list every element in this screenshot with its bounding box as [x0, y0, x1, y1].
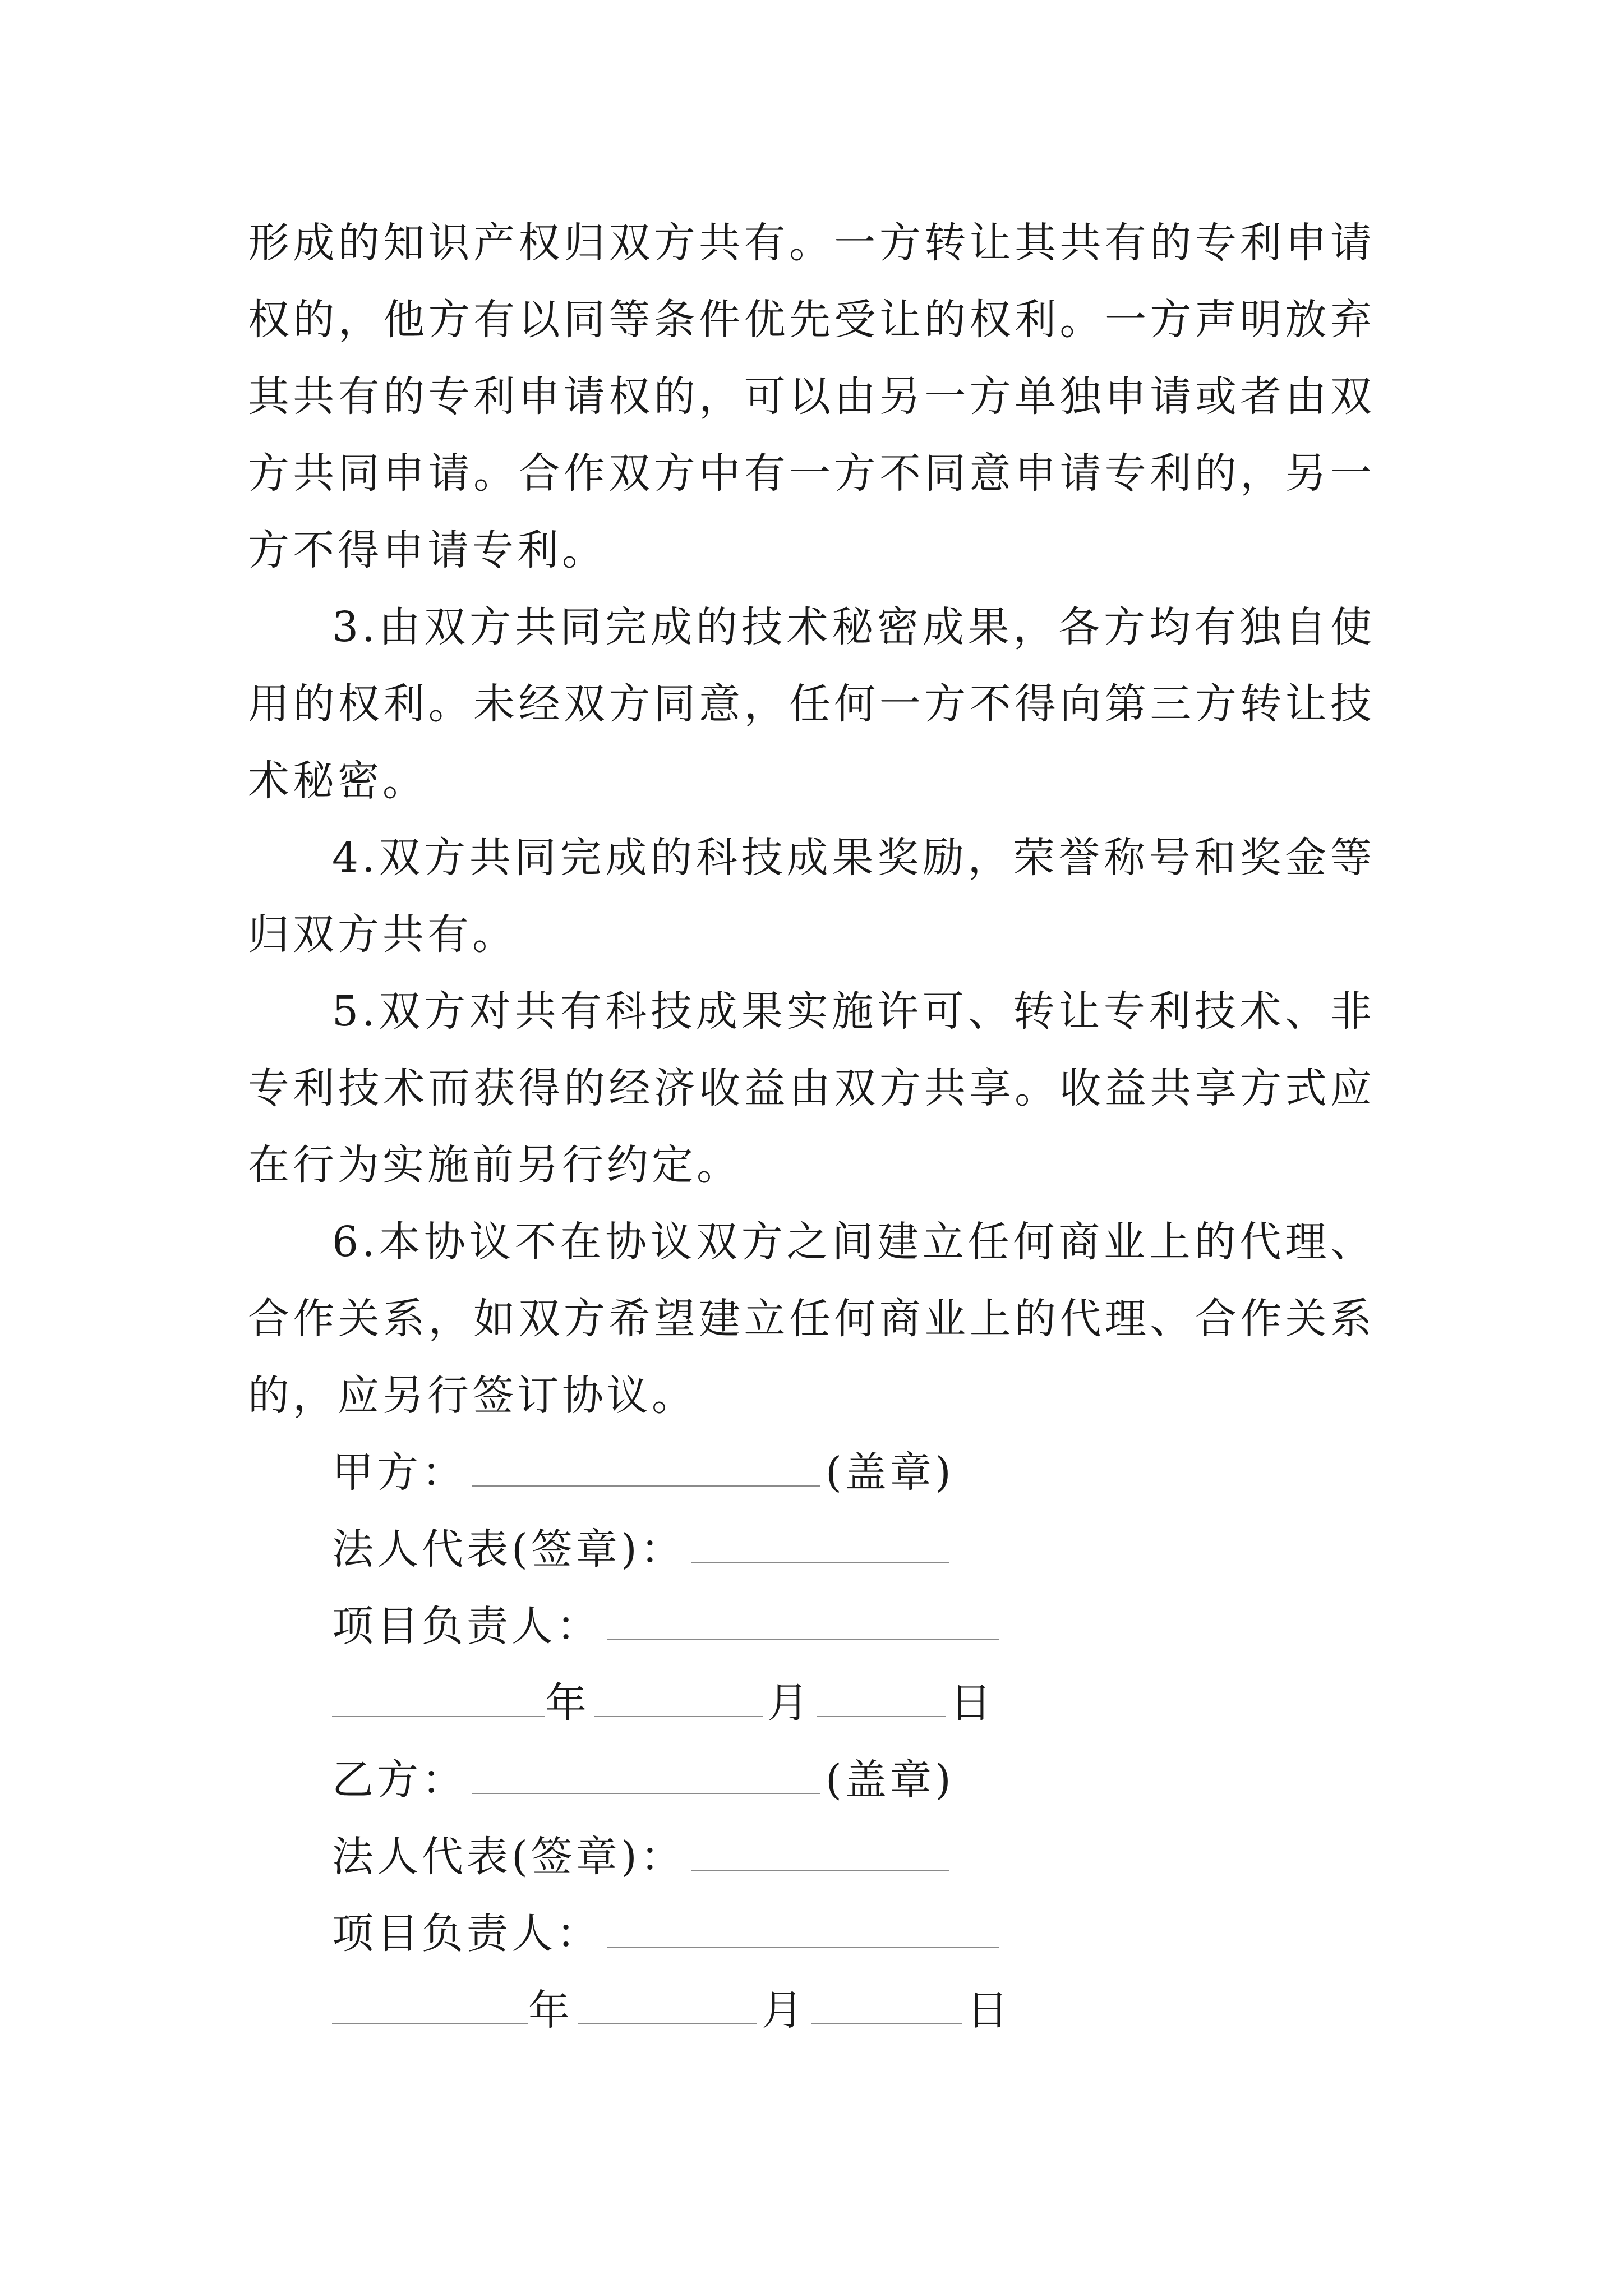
party-b-project-lead-label: 项目负责人： — [332, 1910, 601, 1958]
party-b-month-label: 月 — [762, 1986, 806, 2035]
party-b-label: 乙方： — [332, 1756, 467, 1804]
party-b-project-lead-line — [248, 1895, 1375, 1972]
party-a-label: 甲方： — [332, 1448, 467, 1497]
party-a-project-lead-line — [248, 1588, 1375, 1665]
party-b-date-line — [248, 1972, 1375, 2049]
party-a-month-blank[interactable] — [594, 1677, 763, 1717]
party-a-project-lead-blank[interactable] — [607, 1600, 999, 1640]
party-a-blank[interactable] — [472, 1446, 820, 1487]
party-b-year-label: 年 — [528, 1986, 573, 2035]
party-a-year-label: 年 — [545, 1679, 590, 1727]
paragraph-ip-ownership: 形成的知识产权归双方共有。一方转让其共有的专利申请权的，他方有以同等条件优先受让的权利。一方声明放弃其共有的专利申请权的，可以由另一方单独申请或者由双方共同申请。合作双方中有一方不同意申请专利的，另一方不得申请专利。 — [248, 219, 1375, 574]
party-a-month-label: 月 — [767, 1679, 812, 1727]
party-b-project-lead-blank[interactable] — [607, 1907, 999, 1948]
document-body — [248, 205, 1375, 2049]
party-b-blank[interactable] — [472, 1754, 820, 1794]
party-a-day-label: 日 — [950, 1679, 995, 1727]
party-a-date-line — [248, 1665, 1375, 1742]
party-a-seal: (盖章) — [826, 1448, 955, 1497]
paragraph-clause-4: 4.双方共同完成的科技成果奖励，荣誉称号和奖金等归双方共有。 — [248, 834, 1375, 959]
party-a-legal-rep-line — [248, 1511, 1375, 1588]
party-b-seal: (盖章) — [826, 1756, 955, 1804]
party-a-year-blank[interactable] — [332, 1677, 545, 1717]
party-a-legal-rep-label: 法人代表(签章)： — [332, 1525, 685, 1573]
paragraph-clause-5: 5.双方对共有科技成果实施许可、转让专利技术、非专利技术而获得的经济收益由双方共享。收益共享方式应在行为实施前另行约定。 — [248, 987, 1375, 1189]
paragraph-clause-6: 6.本协议不在协议双方之间建立任何商业上的代理、合作关系，如双方希望建立任何商业上的代理、合作关系的，应另行签订协议。 — [248, 1218, 1375, 1420]
party-b-legal-rep-blank[interactable] — [691, 1830, 949, 1871]
party-b-day-blank[interactable] — [811, 1984, 962, 2024]
party-b-month-blank[interactable] — [578, 1984, 757, 2024]
party-b-legal-rep-line — [248, 1819, 1375, 1895]
party-b-line — [248, 1742, 1375, 1819]
party-a-legal-rep-blank[interactable] — [691, 1523, 949, 1563]
party-b-year-blank[interactable] — [332, 1984, 528, 2024]
party-a-day-blank[interactable] — [817, 1677, 946, 1717]
paragraph-clause-3: 3.由双方共同完成的技术秘密成果，各方均有独自使用的权利。未经双方同意，任何一方不得向第三方转让技术秘密。 — [248, 603, 1375, 805]
party-b-legal-rep-label: 法人代表(签章)： — [332, 1833, 685, 1881]
party-a-line — [248, 1434, 1375, 1511]
party-a-project-lead-label: 项目负责人： — [332, 1602, 601, 1650]
party-b-day-label: 日 — [967, 1986, 1012, 2035]
